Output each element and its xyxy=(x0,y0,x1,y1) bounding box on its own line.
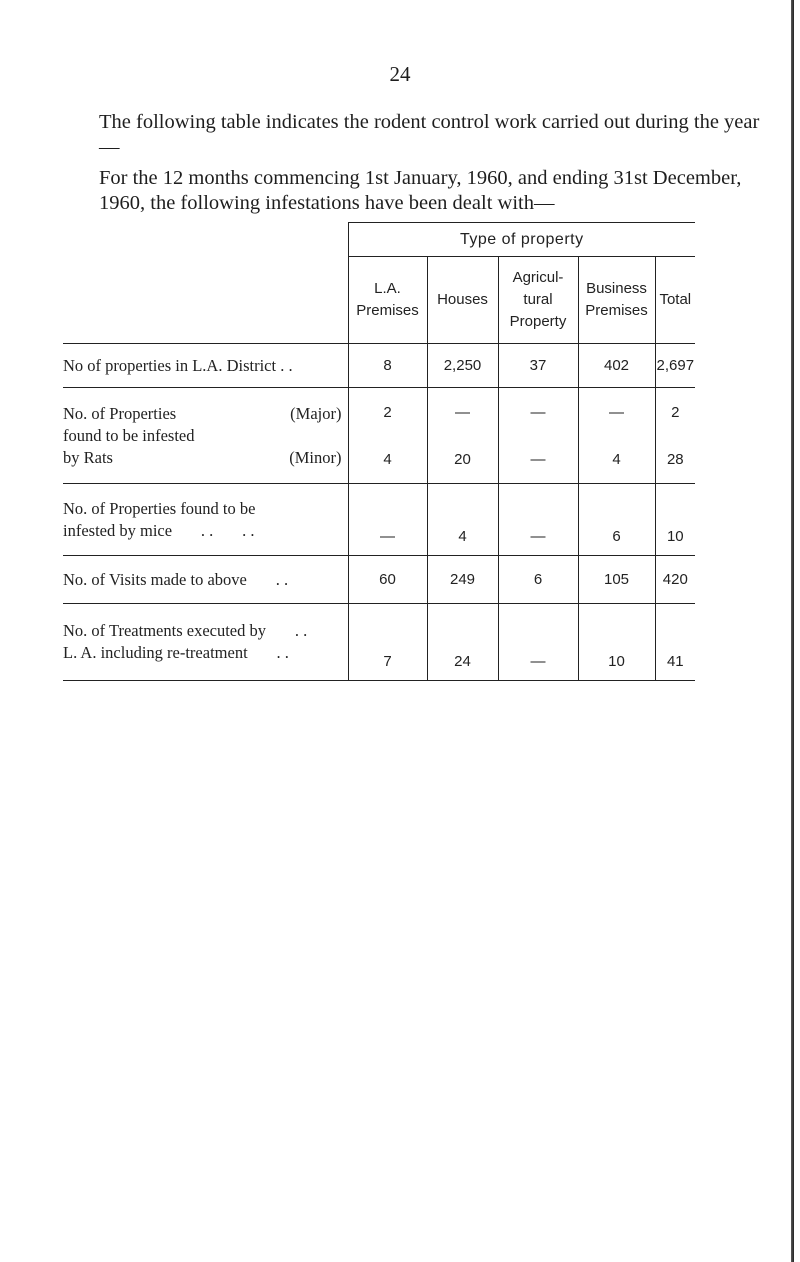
col-header-la-premises: L.A. Premises xyxy=(348,257,427,344)
table-cell: 2 4 xyxy=(348,388,427,484)
rodent-control-table xyxy=(63,222,695,681)
col-header-agricultural: Agricul- tural Property xyxy=(498,257,578,344)
table-cell: 2,697 xyxy=(655,344,695,388)
table-cell: — 4 xyxy=(578,388,655,484)
table-cell: 4 xyxy=(427,484,498,556)
table-column-header-row xyxy=(63,257,695,344)
table-cell: 37 xyxy=(498,344,578,388)
table-cell: 10 xyxy=(655,484,695,556)
table-row xyxy=(63,484,695,556)
table-cell: — 20 xyxy=(427,388,498,484)
table-cell: 8 xyxy=(348,344,427,388)
table-cell: 420 xyxy=(655,556,695,604)
table-cell: 402 xyxy=(578,344,655,388)
table-cell: — xyxy=(498,604,578,681)
row-label-properties-in-district: No of properties in L.A. District . . xyxy=(63,344,348,388)
table-cell: — xyxy=(498,484,578,556)
table-cell: 7 xyxy=(348,604,427,681)
table-cell: 10 xyxy=(578,604,655,681)
table-row xyxy=(63,556,695,604)
page-edge-shadow xyxy=(791,0,794,1262)
table-cell: — — xyxy=(498,388,578,484)
col-header-total: Total xyxy=(655,257,695,344)
table-cell: 60 xyxy=(348,556,427,604)
col-header-business: Business Premises xyxy=(578,257,655,344)
period-paragraph: For the 12 months commencing 1st January, 1960, and ending 31st December, 1960, the following infestations have been dealt with— xyxy=(99,167,742,214)
page-number: 24 xyxy=(389,62,411,86)
table-cell: 6 xyxy=(498,556,578,604)
row-label-infested-by-mice: No. of Properties found to be infested by mice . . . . xyxy=(63,484,348,556)
table-cell: 105 xyxy=(578,556,655,604)
intro-paragraph: The following table indicates the rodent control work carried out during the year— xyxy=(99,111,760,158)
table-cell: — xyxy=(348,484,427,556)
table-group-header-row xyxy=(63,223,695,257)
table-cell: 24 xyxy=(427,604,498,681)
table-row xyxy=(63,388,695,484)
table-cell: 2 28 xyxy=(655,388,695,484)
table-cell: 41 xyxy=(655,604,695,681)
table-cell: 6 xyxy=(578,484,655,556)
col-header-houses: Houses xyxy=(427,257,498,344)
row-label-visits: No. of Visits made to above . . xyxy=(63,556,348,604)
table-cell: 2,250 xyxy=(427,344,498,388)
type-of-property-header: Type of property xyxy=(348,223,695,257)
table-row xyxy=(63,604,695,681)
table-cell: 249 xyxy=(427,556,498,604)
row-label-infested-by-rats: No. of Properties (Major) found to be infested by Rats (Minor) xyxy=(63,388,348,484)
row-label-treatments: No. of Treatments executed by . . L. A. including re-treatment . . xyxy=(63,604,348,681)
table-row xyxy=(63,344,695,388)
